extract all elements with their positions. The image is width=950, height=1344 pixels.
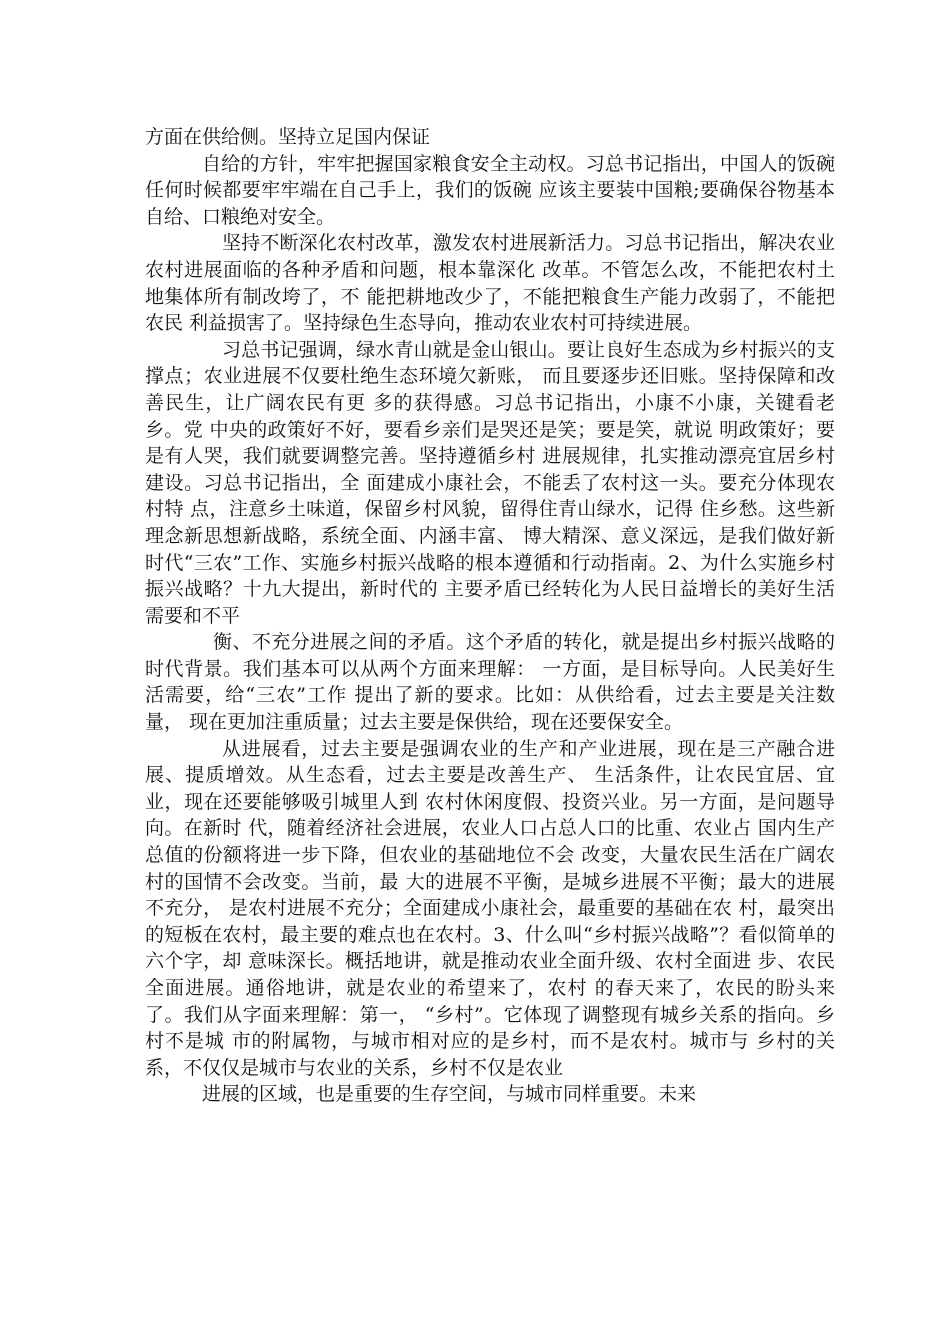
document-body <box>145 124 835 1108</box>
paragraph-1: 方面在供给侧。坚持立足国内保证 <box>145 126 431 148</box>
paragraph-3: 坚持不断深化农村改革，激发农村进展新活力。习总书记指出，解决农业农村进展面临的各种矛盾和问题，根本靠深化 改革。不管怎么改，不能把农村土地集体所有制改垮了，不 能把耕地改少了，不能把粮食生产能力改弱了，不能把农民 利益损害了。坚持绿色生态导向，推动农业农村可持续进展。 <box>145 232 835 335</box>
paragraph-5: 衡、不充分进展之间的矛盾。这个矛盾的转化，就是提出乡村振兴战略的时代背景。我们基本可以从两个方面来理解： 一方面，是目标导向。人民美好生活需要，给“三农”工作 提出了新的要求。比如：从供给看，过去主要是关注数量， 现在更加注重质量；过去主要是保供给，现在还要保安全。 <box>145 631 835 734</box>
paragraph-7: 进展的区域，也是重要的生存空间，与城市同样重要。未来 <box>202 1083 697 1106</box>
paragraph-2: 自给的方针，牢牢把握国家粮食安全主动权。习总书记指出，中国人的饭碗任何时候都要牢牢端在自己手上，我们的饭碗 应该主要装中国粮;要确保谷物基本自给、口粮绝对安全。 <box>145 152 835 228</box>
paragraph-4: 习总书记强调，绿水青山就是金山银山。要让良好生态成为乡村振兴的支撑点；农业进展不仅要杜绝生态环境欠新账， 而且要逐步还旧账。坚持保障和改善民生，让广阔农民有更 多的获得感。习总书记指出，小康不小康，关键看老乡。党 中央的政策好不好，要看乡亲们是哭还是笑；要是笑，就说 明政策好；要是有人哭，我们就要调整完善。坚持遵循乡村 进展规律，扎实推动漂亮宜居乡村建设。习总书记指出，全 面建成小康社会，不能丢了农村这一头。要充分体现农村特 点，注意乡土味道，保留乡村风貌，留得住青山绿水，记得 住乡愁。这些新理念新思想新战略，系统全面、内涵丰富、 博大精深、意义深远，是我们做好新时代“三农”工作、实施乡村振兴战略的根本遵循和行动指南。2、为什么实施乡村振兴战略？十九大提出，新时代的 主要矛盾已经转化为人民日益增长的美好生活需要和不平 <box>145 338 835 627</box>
paragraph-6: 从进展看，过去主要是强调农业的生产和产业进展，现在是三产融合进展、提质增效。从生态看，过去主要是改善生产、 生活条件，让农民宜居、宜业，现在还要能够吸引城里人到 农村休闲度假、投资兴业。另一方面，是问题导向。在新时 代，随着经济社会进展，农业人口占总人口的比重、农业占 国内生产总值的份额将进一步下降，但农业的基础地位不会 改变，大量农民生活在广阔农村的国情不会改变。当前，最 大的进展不平衡，是城乡进展不平衡；最大的进展不充分， 是农村进展不充分；全面建成小康社会，最重要的基础在农 村，最突出的短板在农村，最主要的难点也在农村。3、什么叫“乡村振兴战略”？看似简单的六个字，却 意味深长。概括地讲，就是推动农业全面升级、农村全面进 步、农民全面进展。通俗地讲，就是农业的希望来了，农村 的春天来了，农民的盼头来了。我们从字面来理解：第一， “乡村”。它体现了调整现有城乡关系的指向。乡村不是城 市的附属物，与城市相对应的是乡村，而不是农村。城市与 乡村的关系，不仅仅是城市与农业的关系，乡村不仅是农业 <box>145 737 835 1079</box>
